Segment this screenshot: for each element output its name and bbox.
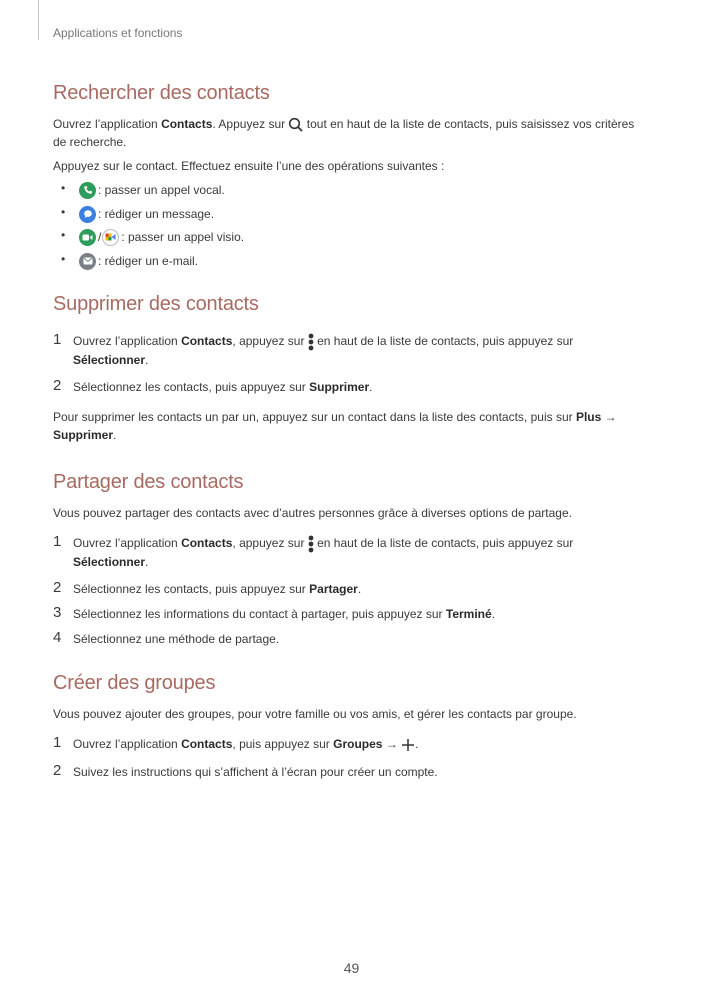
list-item-phone: : passer un appel vocal. [79,181,225,199]
step-number: 1 [53,331,62,348]
phone-icon [79,182,96,199]
delete-step-2: Sélectionnez les contacts, puis appuyez sur Supprimer. [73,380,373,394]
bullet: • [61,181,66,195]
email-icon [79,253,96,270]
share-step-2: Sélectionnez les contacts, puis appuyez sur Partager. [73,582,362,596]
plus-icon [401,738,415,752]
bullet: • [61,205,66,219]
groups-step-2: Suivez les instructions qui s’affichent à l’écran pour créer un compte. [73,765,438,779]
share-intro: Vous pouvez partager des contacts avec d’autres personnes grâce à diverses options de partage. [53,506,572,520]
section-title-delete: Supprimer des contacts [53,293,259,315]
step-number: 1 [53,734,62,751]
running-header: Applications et fonctions [53,26,183,40]
step-number: 1 [53,533,62,550]
section-title-share: Partager des contacts [53,471,244,493]
header-rule [38,0,39,40]
step-number: 2 [53,377,62,394]
list-item-message: : rédiger un message. [79,205,214,223]
page-number: 49 [343,960,360,976]
message-icon [79,206,96,223]
search-instructions: Appuyez sur le contact. Effectuez ensuite l’une des opérations suivantes : [53,159,445,173]
groups-intro: Vous pouvez ajouter des groupes, pour votre famille ou vos amis, et gérer les contacts par groupe. [53,707,577,721]
bullet: • [61,252,66,266]
search-icon [288,117,303,132]
meet-video-icon [102,229,119,246]
list-item-video: / : passer un appel visio. [79,228,244,246]
section-title-search: Rechercher des contacts [53,82,270,104]
section-title-groups: Créer des groupes [53,672,216,694]
step-number: 3 [53,604,62,621]
list-item-email: : rédiger un e-mail. [79,252,198,270]
step-number: 2 [53,762,62,779]
step-number: 4 [53,629,62,646]
video-call-icon [79,229,96,246]
bullet: • [61,228,66,242]
step-number: 2 [53,579,62,596]
share-step-1: Ouvrez l’application Contacts, appuyez sur en haut de la liste de contacts, puis appuyez sur Sélectionner. [73,536,574,569]
delete-note: Pour supprimer les contacts un par un, appuyez sur un contact dans la liste des contacts, puis sur Plus → Supprimer. [53,410,617,442]
share-step-4: Sélectionnez une méthode de partage. [73,632,280,646]
share-step-3: Sélectionnez les informations du contact à partager, puis appuyez sur Terminé. [73,607,496,621]
search-paragraph: Ouvrez l’application Contacts. Appuyez sur tout en haut de la liste de contacts, puis saisissez vos critères de recherche. [53,117,635,149]
groups-step-1: Ouvrez l’application Contacts, puis appuyez sur Groupes → . [73,737,419,751]
delete-step-1: Ouvrez l’application Contacts, appuyez sur en haut de la liste de contacts, puis appuyez sur Sélectionner. [73,334,574,367]
